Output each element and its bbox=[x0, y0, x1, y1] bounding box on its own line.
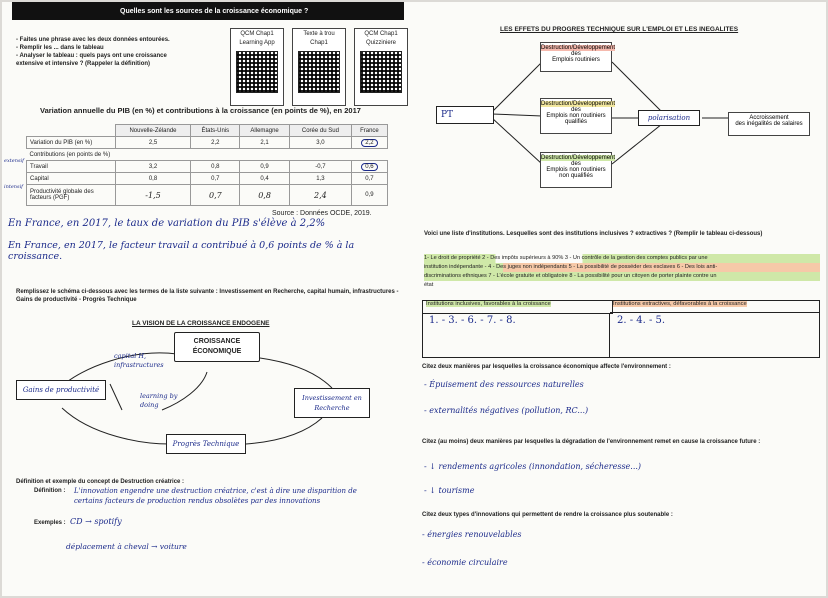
table-header-cell: États-Unis bbox=[191, 125, 240, 137]
header-band: Quelles sont les sources de la croissance économique ? bbox=[12, 2, 404, 20]
extractive-header bbox=[610, 301, 819, 313]
table-cell: 3,2 bbox=[115, 161, 191, 173]
instruction-line: - Faites une phrase avec les deux données entourées. bbox=[16, 37, 170, 43]
examples-label: Exemples : bbox=[34, 520, 66, 526]
circled-value: 0,6 bbox=[361, 163, 377, 171]
pt-box: PT bbox=[436, 106, 494, 124]
schema-right-box: Investissement en Recherche bbox=[294, 388, 370, 418]
polarisation-box: polarisation bbox=[638, 110, 700, 126]
pib-table bbox=[26, 124, 388, 206]
env-answer-1b[interactable]: - externalités négatives (pollution, RC...) bbox=[424, 406, 589, 415]
table-row bbox=[27, 137, 388, 149]
box-line: qualifiés bbox=[564, 119, 587, 125]
box-line: des bbox=[571, 51, 581, 57]
effets-box-non-qualifies bbox=[540, 152, 616, 188]
inclusive-answer[interactable]: 1. - 3. - 6. - 7. - 8. bbox=[429, 315, 516, 326]
table-cell: 0,8 bbox=[240, 185, 290, 206]
box-line: Emplois non routiniers bbox=[546, 167, 606, 173]
instruction-line: - Analyser le tableau : quels pays ont une croissance bbox=[16, 53, 167, 59]
arrow-box3-polar bbox=[612, 124, 662, 164]
table-cell: 3,0 bbox=[289, 137, 351, 149]
margin-note-extensif: extensif bbox=[4, 158, 24, 164]
env-answer-1a[interactable]: - Épuisement des ressources naturelles bbox=[424, 380, 584, 389]
table-header-cell: Allemagne bbox=[240, 125, 290, 137]
qr-label: QCM Chap1 bbox=[364, 31, 398, 37]
table-row bbox=[27, 161, 388, 173]
margin-note-intensif: intensif bbox=[4, 184, 24, 190]
effets-title: LES EFFETS DU PROGRES TECHNIQUE SUR L'EMPLOI ET LES INEGALITES bbox=[500, 26, 739, 33]
institutions-divider bbox=[609, 313, 610, 357]
env-answer-2a[interactable]: - ↓ rendements agricoles (innondation, sécheresse...) bbox=[424, 462, 642, 471]
table-cell: Travail bbox=[27, 161, 116, 173]
box-line: des bbox=[571, 161, 581, 167]
table-cell: 2,4 bbox=[289, 185, 351, 206]
institutions-table bbox=[422, 300, 820, 358]
destruction-title: Définition et exemple du concept de Destruction créatrice : bbox=[16, 479, 185, 485]
qr-code-icon bbox=[298, 51, 340, 93]
extractive-answer[interactable]: 2. - 4. - 5. bbox=[617, 315, 666, 326]
box-line: Destruction/Développement bbox=[541, 155, 616, 161]
example-2: déplacement à cheval → voiture bbox=[66, 542, 187, 551]
instruction-line: extensive et intensive ? (Rappeler la définition) bbox=[16, 61, 151, 67]
instructions-block bbox=[16, 36, 226, 68]
arrow-right-bottom bbox=[246, 418, 322, 444]
env-question-3: Citez deux types d'innovations qui permettent de rendre la croissance plus soutenable : bbox=[422, 512, 673, 518]
box-line: Accroissement bbox=[749, 115, 789, 121]
effets-box-routiniers bbox=[540, 42, 616, 72]
inegalites-box bbox=[728, 112, 810, 136]
effets-box-qualifies bbox=[540, 98, 616, 134]
arrow-left-bottom bbox=[62, 408, 170, 444]
box-line: des inégalités de salaires bbox=[735, 121, 803, 127]
institutions-question: Voici une liste d'institutions. Lesquelles sont des institutions inclusives ? extractives ? (Remplir le tableau ci-dessous) bbox=[424, 231, 763, 237]
pib-table-title: Variation annuelle du PIB (en %) et contributions à la croissance (en points de %), en 2017 bbox=[40, 106, 361, 115]
institutions-list-line: état bbox=[424, 282, 434, 288]
table-row bbox=[27, 149, 388, 161]
definition-text: L'innovation engendre une destruction créatrice, c'est à dire une disparition de certains facteurs de production rendus obsolètes par des innovations bbox=[74, 487, 357, 505]
inclusive-header bbox=[423, 301, 613, 314]
box-line: Emplois non routiniers bbox=[546, 113, 606, 119]
qr-card-quizziniere[interactable] bbox=[354, 28, 408, 106]
box-line: Emplois routiniers bbox=[552, 57, 600, 63]
schema-label-learning: learning by doing bbox=[140, 392, 178, 409]
table-cell: Contributions (en points de %) bbox=[27, 149, 388, 161]
table-cell: 0,7 bbox=[191, 173, 240, 185]
env-answer-2b[interactable]: - ↓ tourisme bbox=[424, 486, 475, 495]
qr-code-icon bbox=[360, 51, 402, 93]
table-cell: 2,5 bbox=[115, 137, 191, 149]
table-cell: 0,8 bbox=[191, 161, 240, 173]
handwritten-sentence-2: En France, en 2017, le facteur travail a contribué à 0,6 points de % à la croissance. bbox=[8, 240, 355, 262]
table-cell: 0,4 bbox=[240, 173, 290, 185]
institutions-list-line: 1- Le droit de propriété 2 - Des impôts supérieurs à 90% 3 - Un contrôle de la gestion des comptes publics par une bbox=[424, 254, 820, 263]
env-question-1: Citez deux manières par lesquelles la croissance économique affecte l'environnement : bbox=[422, 364, 671, 370]
qr-label: Learning App bbox=[239, 40, 275, 46]
extractive-header-text: Institutions extractives, défavorables à la croissance bbox=[613, 301, 747, 307]
arrow-learning bbox=[110, 384, 122, 410]
qr-label: Chap1 bbox=[310, 40, 328, 46]
qr-card-learningapp[interactable] bbox=[230, 28, 284, 106]
table-row bbox=[27, 173, 388, 185]
schema-center-box: CROISSANCE ÉCONOMIQUE bbox=[174, 332, 260, 362]
table-cell: Productivité globale des facteurs (PGF) bbox=[27, 185, 116, 206]
table-cell: 0,9 bbox=[240, 161, 290, 173]
qr-label: Texte à trou bbox=[303, 31, 335, 37]
arrow-pt-box3 bbox=[492, 118, 542, 164]
qr-label: Quizziniere bbox=[365, 40, 396, 46]
box-line: des bbox=[571, 107, 581, 113]
arrow-center-right bbox=[260, 358, 332, 388]
table-header-cell: France bbox=[351, 125, 387, 137]
inclusive-header-text: Institutions inclusives, favorables à la croissance bbox=[426, 301, 551, 307]
circled-value: 2,2 bbox=[361, 139, 377, 147]
table-header-cell: Corée du Sud bbox=[289, 125, 351, 137]
table-cell: 0,7 bbox=[351, 173, 387, 185]
table-header-cell bbox=[27, 125, 116, 137]
table-cell: 2,1 bbox=[240, 137, 290, 149]
table-cell: Capital bbox=[27, 173, 116, 185]
institutions-list bbox=[424, 254, 820, 290]
env-answer-3a[interactable]: - énergies renouvelables bbox=[422, 530, 522, 539]
table-cell: 0,8 bbox=[115, 173, 191, 185]
table-row bbox=[27, 185, 388, 206]
example-1: CD → spotify bbox=[70, 517, 122, 526]
schema-bottom-box: Progrès Technique bbox=[166, 434, 246, 454]
schema-title: LA VISION DE LA CROISSANCE ENDOGENE bbox=[132, 320, 270, 327]
arrow-pt-box1 bbox=[492, 62, 542, 112]
arrow-pt-box2 bbox=[492, 114, 542, 116]
table-cell: -0,7 bbox=[289, 161, 351, 173]
handwritten-sentence-1: En France, en 2017, le taux de variation du PIB s'élève à 2,2% bbox=[8, 218, 326, 229]
box-line: Destruction/Développement bbox=[541, 45, 616, 51]
worksheet-page bbox=[2, 2, 826, 596]
table-header-row bbox=[27, 125, 388, 137]
box-line: non qualifiés bbox=[559, 173, 593, 179]
schema-instruction: Remplissez le schéma ci-dessous avec les termes de la liste suivante : Investissement en Recherche, capital humain, infrastructures - Gains de productivité - Progrès Technique bbox=[16, 289, 399, 303]
pib-source: Source : Données OCDE, 2019. bbox=[272, 210, 372, 217]
definition-label: Définition : bbox=[34, 488, 66, 494]
env-question-2: Citez (au moins) deux manières par lesquelles la dégradation de l'environnement remet en cause la croissance future : bbox=[422, 439, 761, 445]
table-cell: -1,5 bbox=[115, 185, 191, 206]
qr-code-icon bbox=[236, 51, 278, 93]
qr-card-texte[interactable] bbox=[292, 28, 346, 106]
table-cell: 1,3 bbox=[289, 173, 351, 185]
instruction-line: - Remplir les ... dans le tableau bbox=[16, 45, 104, 51]
table-cell: Variation du PIB (en %) bbox=[27, 137, 116, 149]
qr-label: QCM Chap1 bbox=[240, 31, 274, 37]
arrow-box1-polar bbox=[612, 62, 662, 112]
institutions-list-line: discriminations ethniques 7 - L'école gratuite et obligatoire 8 - La possibilité pour un citoyen de porter plainte contre un bbox=[424, 272, 820, 281]
table-cell: 0,9 bbox=[351, 185, 387, 206]
env-answer-3b[interactable]: - économie circulaire bbox=[422, 558, 508, 567]
box-line: Destruction/Développement bbox=[541, 101, 616, 107]
schema-left-box: Gains de productivité bbox=[16, 380, 106, 400]
table-header-cell: Nouvelle-Zélande bbox=[115, 125, 191, 137]
schema-label-capital: capital H, infrastructures bbox=[114, 352, 164, 369]
table-cell: 0,7 bbox=[191, 185, 240, 206]
institutions-list-line: institution indépendante - 4 - Des juges non indépendants 5 - La possibilité de posséder des esclaves 6 - Des lois anti- bbox=[424, 263, 820, 272]
table-cell: 2,2 bbox=[191, 137, 240, 149]
